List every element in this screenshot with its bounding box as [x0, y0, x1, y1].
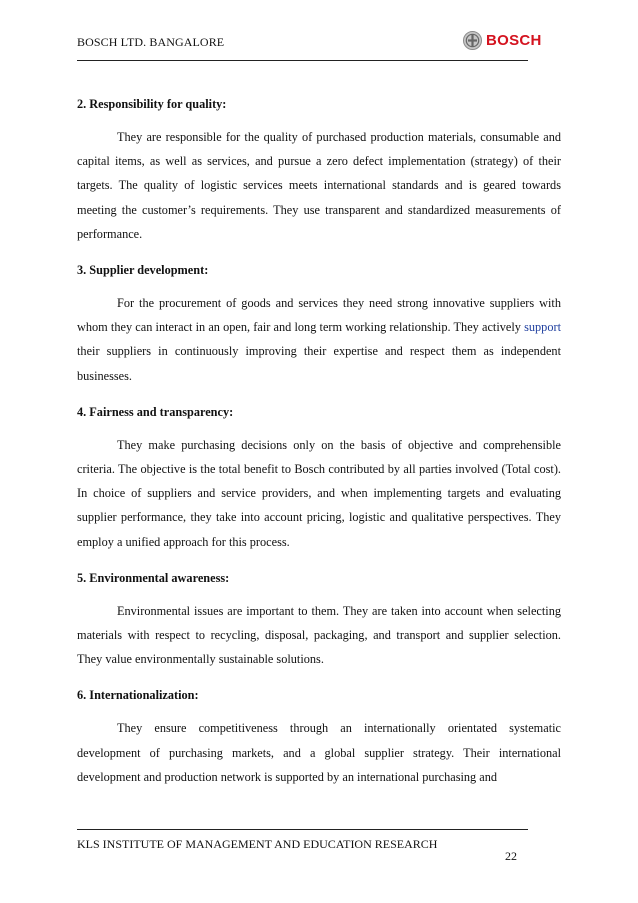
- support-link[interactable]: support: [524, 320, 561, 335]
- footer-institute: KLS INSTITUTE OF MANAGEMENT AND EDUCATION RESEARCH: [77, 837, 438, 851]
- paragraph-text-part: For the procurement of goods and services they need strong innovative suppliers with whom they can interact in an open, fair and long term working relationship. They actively: [77, 296, 561, 335]
- section-heading: 5. Environmental awareness:: [77, 570, 230, 585]
- header-company: BOSCH LTD. BANGALORE: [77, 35, 225, 49]
- section-heading: 3. Supplier development:: [77, 263, 209, 278]
- section-paragraph: Environmental issues are important to them. They are taken into account when selecting materials with respect to recycling, disposal, packaging, and transport and supplier selection. They value environmentally sustainable solutions.: [77, 603, 561, 667]
- section-fairness: [77, 404, 561, 554]
- section-heading: 6. Internationalization:: [77, 688, 199, 703]
- page-number: 22: [505, 849, 517, 863]
- section-paragraph: [77, 291, 561, 388]
- bosch-logo: [463, 29, 542, 51]
- document-body: [77, 96, 561, 789]
- footer-divider: [77, 829, 528, 830]
- bosch-armature-icon: [463, 31, 482, 50]
- section-heading: 2. Responsibility for quality:: [77, 97, 227, 111]
- paragraph-text-part: their suppliers in continuously improving their expertise and respect them as independent businesses.: [77, 344, 561, 383]
- section-paragraph: They are responsible for the quality of purchased production materials, consumable and capital items, as well as services, and pursue a zero defect implementation (strategy) of their targets. The quality of logistic services meets international standards and is geared towards meeting the customer’s requirements. They use transparent and standardized measurements of performance.: [77, 130, 561, 241]
- section-paragraph: They make purchasing decisions only on the basis of objective and comprehensible criteria. The objective is the total benefit to Bosch contributed by all parties involved (Total cost). In choice of suppliers and service providers, and when implementing targets and evaluating supplier performance, they take into account pricing, logistic and qualitative perspectives. They employ a unified approach for this process.: [77, 437, 561, 549]
- header-divider: [77, 60, 528, 61]
- section-heading: 4. Fairness and transparency:: [77, 404, 234, 419]
- section-internationalization: [77, 687, 561, 789]
- section-supplier-development: [77, 262, 561, 388]
- logo-text: BOSCH: [486, 31, 542, 49]
- section-paragraph: They ensure competitiveness through an internationally orientated systematic development of purchasing markets, and a global supplier strategy. Their international development and production network is supported by an international purchasing and: [77, 721, 561, 784]
- section-environment: [77, 570, 561, 672]
- section-quality: [77, 96, 561, 246]
